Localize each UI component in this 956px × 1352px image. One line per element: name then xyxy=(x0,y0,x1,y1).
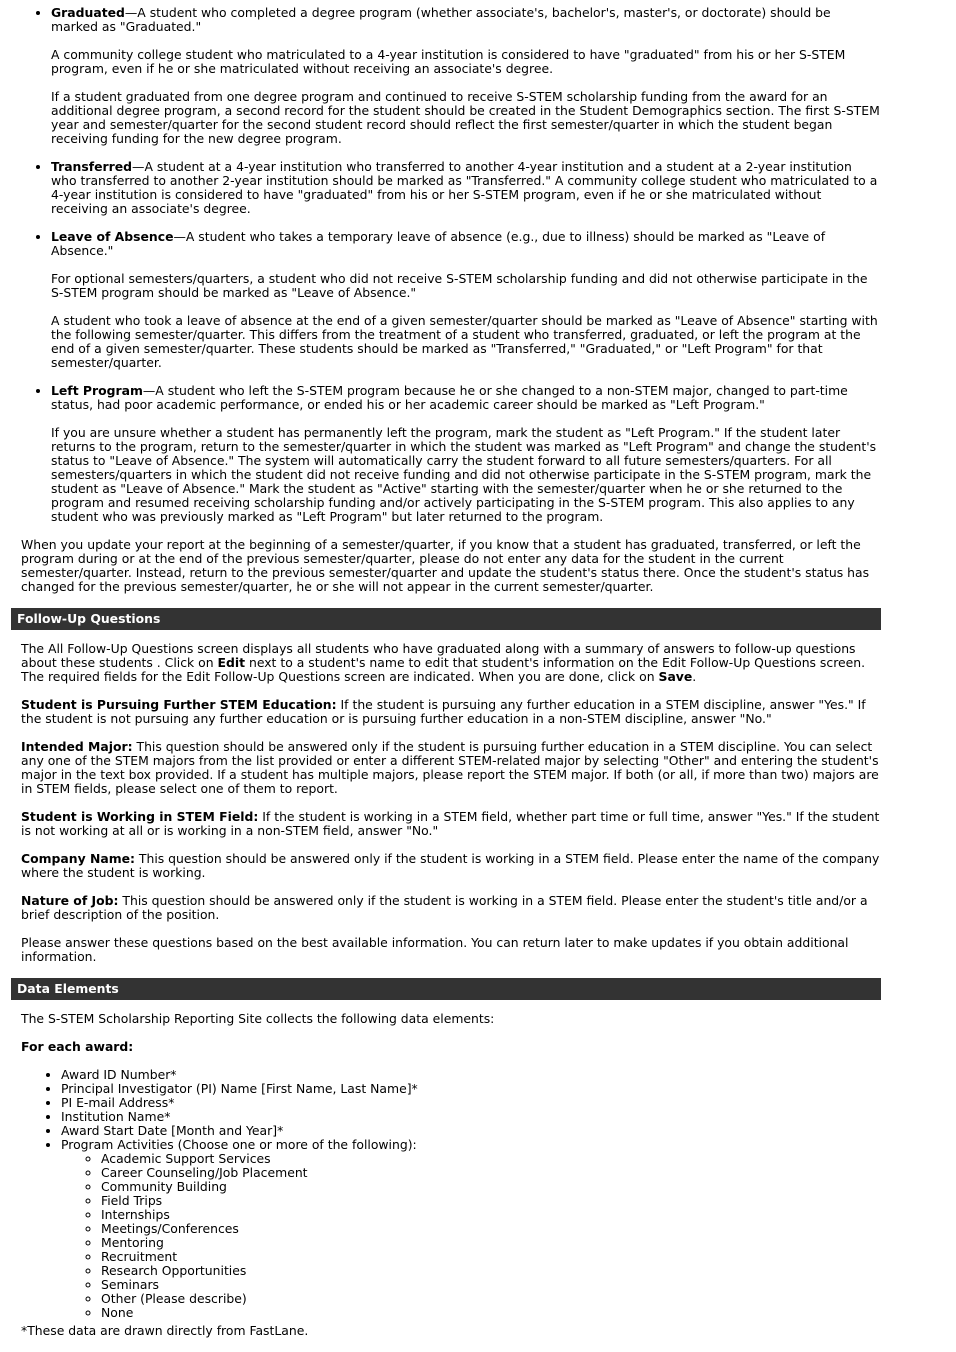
status-text: —A student at a 4-year institution who transferred to another 4-year institution and a student at a 2-year institution who transferred to another 2-year institution should be marked as "Transferred." A community college student who matriculated to a 4-year institution is considered to have "graduated" from his or her S-STEM program, even if he or she matriculated without receiving an associate's degree. xyxy=(51,159,878,216)
section-header-follow-up: Follow-Up Questions xyxy=(11,608,881,630)
program-activity-item: ◦ Career Counseling/Job Placement xyxy=(101,1166,881,1180)
data-element-label: Award Start Date [Month and Year]* xyxy=(61,1123,284,1138)
follow-up-intro: The All Follow-Up Questions screen displays all students who have graduated along with a summary of answers to follow-up questions about these students . Click on Edit next to a student's name to edit that student's information on the Edit Follow-Up Questions screen. The required fields for the Edit Follow-Up Questions screen are indicated. When you are done, click on Save. xyxy=(21,641,866,684)
status-paragraph xyxy=(51,230,881,258)
status-definitions-list xyxy=(11,6,881,524)
question-text: This question should be answered only if the student is pursuing further education in a STEM discipline. You can select any one of the STEM majors from the list provided or enter a different STEM-related major by selecting "Other" and entering the student's major in the text box provided. If a student has multiple majors, please report the STEM major. If both (or all, if more than two) majors are in STEM fields, please select one of them to report. xyxy=(21,739,879,796)
data-element-label: Institution Name* xyxy=(61,1109,171,1124)
follow-up-section xyxy=(11,642,881,964)
status-paragraph xyxy=(51,272,881,300)
data-elements-section xyxy=(11,1012,881,1338)
update-note: When you update your report at the beginning of a semester/quarter, if you know that a student has graduated, transferred, or left the program during or at the end of the previous semester/quarter, please do not enter any data for the student in the current semester/quarter. Instead, return to the previous semester/quarter and update the student's status there. Once the student's status has changed for the previous semester/quarter, he or she will not appear in the current semester/quarter. xyxy=(21,537,870,594)
program-activity-item: ◦ Recruitment xyxy=(101,1250,881,1264)
status-term: Left Program xyxy=(51,383,143,398)
question-term: Intended Major: xyxy=(21,739,133,754)
status-paragraph xyxy=(51,6,881,34)
status-paragraph xyxy=(51,426,881,524)
program-activity-item: ◦ None xyxy=(101,1306,881,1320)
for-each-award-heading: For each award: xyxy=(21,1039,134,1054)
data-element-label: Program Activities (Choose one or more of the following): xyxy=(61,1137,417,1152)
program-activity-item: ◦ Research Opportunities xyxy=(101,1264,881,1278)
program-activity-item: ◦ Community Building xyxy=(101,1180,881,1194)
data-element-item xyxy=(61,1082,881,1096)
data-element-item xyxy=(61,1068,881,1082)
question-term: Student is Working in STEM Field: xyxy=(21,809,259,824)
status-term: Transferred xyxy=(51,159,133,174)
program-activity-item: ◦ Field Trips xyxy=(101,1194,881,1208)
data-element-label: Principal Investigator (PI) Name [First Name, Last Name]* xyxy=(61,1081,418,1096)
program-activity-item: ◦ Mentoring xyxy=(101,1236,881,1250)
follow-up-question-description xyxy=(21,810,881,838)
status-paragraph xyxy=(51,160,881,216)
question-text: If the student is pursuing any further education in a STEM discipline, answer "Yes." If the student is not pursuing any further education or is pursuing further education in a non-STEM discipline, answer "No." xyxy=(21,697,866,726)
data-element-label: PI E-mail Address* xyxy=(61,1095,175,1110)
status-text: A community college student who matriculated to a 4-year institution is considered to have "graduated" from his or her S-STEM program, even if he or she matriculated without receiving an associate's degree. xyxy=(51,47,846,76)
status-definition-item xyxy=(51,160,881,216)
question-text: This question should be answered only if the student is working in a STEM field. Please enter the name of the company where the student is working. xyxy=(21,851,880,880)
question-text: If the student is working in a STEM field, whether part time or full time, answer "Yes." If the student is not working at all or is working in a non-STEM field, answer "No." xyxy=(21,809,880,838)
data-elements-intro: The S-STEM Scholarship Reporting Site collects the following data elements: xyxy=(21,1011,495,1026)
program-activity-item: ◦ Academic Support Services xyxy=(101,1152,881,1166)
question-term: Student is Pursuing Further STEM Education: xyxy=(21,697,337,712)
status-paragraph xyxy=(51,384,881,412)
program-activity-item: ◦ Other (Please describe) xyxy=(101,1292,881,1306)
status-paragraph xyxy=(51,48,881,76)
data-element-label: Award ID Number* xyxy=(61,1067,177,1082)
follow-up-closing: Please answer these questions based on the best available information. You can return later to make updates if you obtain additional information. xyxy=(21,935,849,964)
question-text: This question should be answered only if the student is working in a STEM field. Please enter the student's title and/or a brief description of the position. xyxy=(21,893,868,922)
status-text: —A student who takes a temporary leave of absence (e.g., due to illness) should be marked as "Leave of Absence." xyxy=(51,229,826,258)
program-activities-list xyxy=(61,1152,881,1320)
program-activity-item: ◦ Meetings/Conferences xyxy=(101,1222,881,1236)
data-element-item xyxy=(61,1110,881,1124)
footnote: *These data are drawn directly from FastLane. xyxy=(21,1323,309,1338)
status-term: Leave of Absence xyxy=(51,229,174,244)
question-term: Nature of Job: xyxy=(21,893,119,908)
status-definition-item xyxy=(51,230,881,370)
data-element-item xyxy=(61,1138,881,1320)
status-text: If a student graduated from one degree program and continued to receive S-STEM scholarship funding from the award for an additional degree program, a second record for the student should be created in the Student Demographics section. The first S-STEM year and semester/quarter for the second student record should reflect the first semester/quarter in which the student began receiving funding for the new degree program. xyxy=(51,89,880,146)
follow-up-question-description xyxy=(21,894,881,922)
status-text: —A student who completed a degree program (whether associate's, bachelor's, master's, or doctorate) should be marked as "Graduated." xyxy=(51,5,831,34)
status-paragraph xyxy=(51,314,881,370)
status-text: If you are unsure whether a student has permanently left the program, mark the student as "Left Program." If the student later returns to the program, return to the semester/quarter in which the student was marked as "Left Program" and change the student's status to "Leave of Absence." The system will automatically carry the student forward to all future semesters/quarters. For all semesters/quarters in which the student did not receive funding and did not otherwise participate in the S-STEM program, mark the student as "Leave of Absence." Mark the student as "Active" starting with the semester/quarter when he or she returned to the program and resumed receiving scholarship funding and/or actively participating in the S-STEM program. This also applies to any student who was previously marked as "Left Program" but later returned to the program. xyxy=(51,425,877,524)
follow-up-question-description xyxy=(21,698,881,726)
follow-up-question-description xyxy=(21,852,881,880)
program-activity-item: ◦ Seminars xyxy=(101,1278,881,1292)
data-element-item xyxy=(61,1124,881,1138)
section-header-data-elements: Data Elements xyxy=(11,978,881,1000)
status-text: For optional semesters/quarters, a student who did not receive S-STEM scholarship funding and did not otherwise participate in the S-STEM program should be marked as "Leave of Absence." xyxy=(51,271,868,300)
status-paragraph xyxy=(51,90,881,146)
status-term: Graduated xyxy=(51,5,125,20)
status-definition-item xyxy=(51,384,881,524)
status-text: A student who took a leave of absence at the end of a given semester/quarter should be marked as "Leave of Absence" starting with the following semester/quarter. This differs from the treatment of a student who transferred, graduated, or left the program at the end of a given semester/quarter. These students should be marked as "Transferred," "Graduated," or "Left Program" for that semester/quarter. xyxy=(51,313,878,370)
data-element-item xyxy=(61,1096,881,1110)
question-term: Company Name: xyxy=(21,851,135,866)
status-definition-item xyxy=(51,6,881,146)
status-text: —A student who left the S-STEM program because he or she changed to a non-STEM major, changed to part-time status, had poor academic performance, or ended his or her academic career should be marked as "Left Program." xyxy=(51,383,848,412)
follow-up-question-description xyxy=(21,740,881,796)
program-activity-item: ◦ Internships xyxy=(101,1208,881,1222)
award-data-list xyxy=(21,1068,881,1320)
